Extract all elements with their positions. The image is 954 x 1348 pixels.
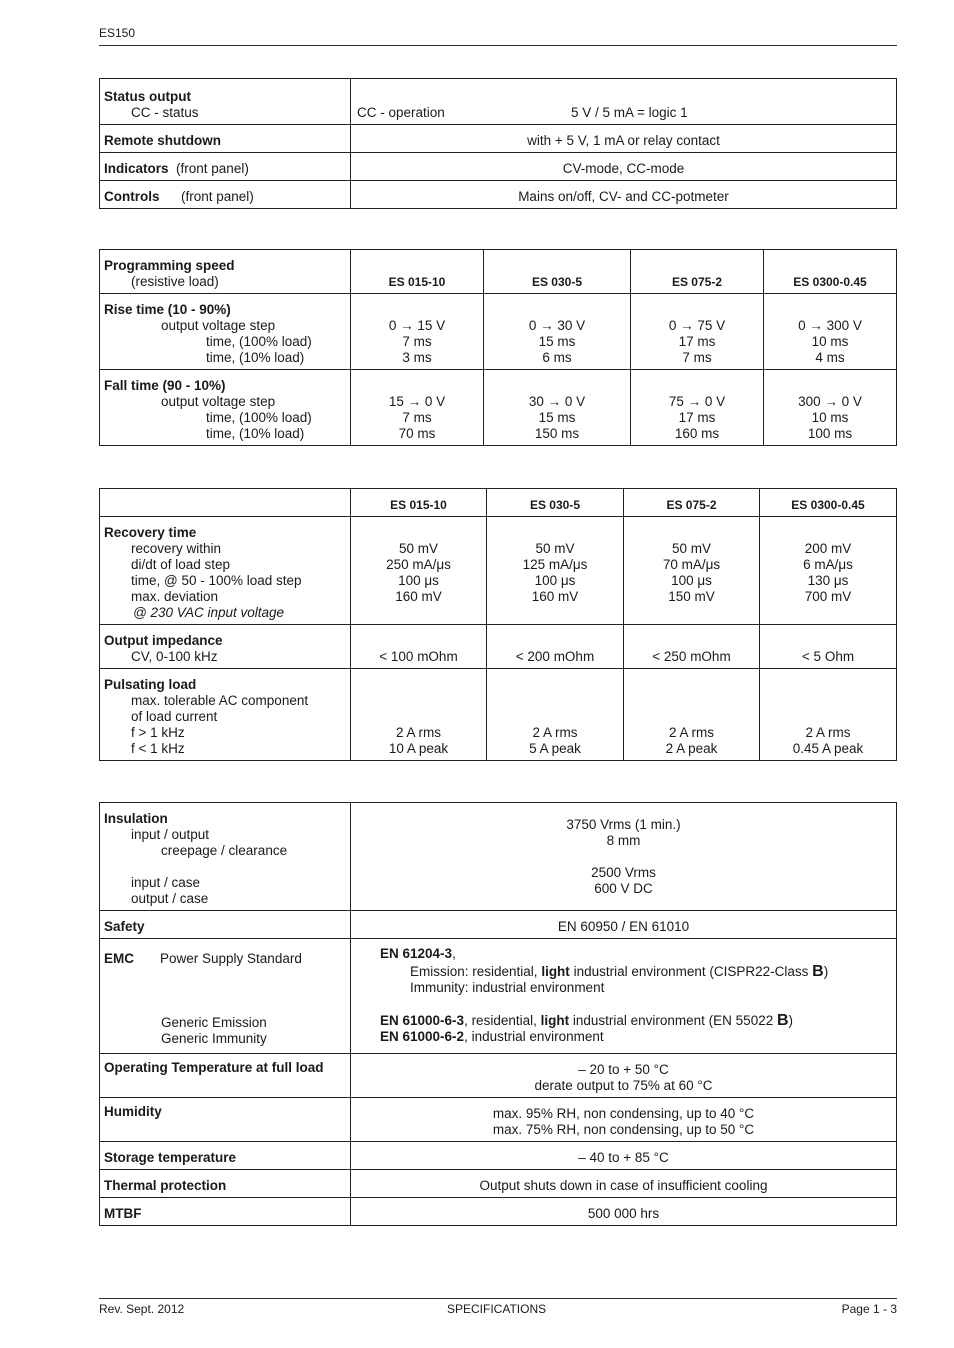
- creepage-value: 8 mm: [606, 833, 641, 848]
- output-case-label: output / case: [131, 891, 209, 906]
- thermal-protection-row: [100, 1170, 897, 1198]
- rise-values: [484, 294, 631, 370]
- fall-step-value: 300 → 0 V: [798, 394, 862, 409]
- fall-10-value: 150 ms: [534, 426, 580, 441]
- rise-100-value: 15 ms: [538, 334, 576, 349]
- impedance-value: < 200 mOhm: [487, 625, 624, 669]
- remote-shutdown-row: [100, 125, 897, 153]
- output-impedance-sub: CV, 0-100 kHz: [131, 649, 218, 664]
- recovery-values: [760, 517, 897, 625]
- safety-row: [100, 911, 897, 939]
- immunity-text: Immunity: industrial environment: [410, 980, 605, 995]
- rise-time-label: [100, 294, 351, 370]
- rise-values: [631, 294, 764, 370]
- en61204-standard: EN 61204-3: [380, 946, 453, 961]
- light-text: light: [540, 1013, 570, 1028]
- didt-value: 6 mA/μs: [803, 557, 853, 572]
- recovery-time-row: [100, 517, 897, 625]
- emission-prefix: Emission: residential,: [410, 964, 542, 979]
- recovery-time-value: 100 μs: [671, 573, 712, 588]
- pulsating-values: [760, 669, 897, 761]
- programming-speed-title: Programming speed: [104, 258, 235, 273]
- recovery-within-value: 200 mV: [804, 541, 852, 556]
- status-output-title: Status output: [104, 89, 191, 104]
- class-b-mark: B: [776, 1012, 789, 1029]
- recovery-table: [99, 488, 897, 761]
- rise-step-value: 0 → 15 V: [388, 318, 446, 333]
- fall-100-value: 10 ms: [811, 410, 849, 425]
- remote-shutdown-value: with + 5 V, 1 mA or relay contact: [351, 125, 897, 153]
- impedance-value: < 100 mOhm: [351, 625, 487, 669]
- impedance-value: < 5 Ohm: [760, 625, 897, 669]
- emc-row: [100, 939, 897, 1054]
- recovery-within-label: recovery within: [131, 541, 222, 556]
- controls-label: [100, 181, 351, 209]
- peak-value: 2 A peak: [665, 741, 718, 756]
- emc-label: [100, 939, 351, 1054]
- status-output-mode: CC - operation: [357, 105, 445, 120]
- humidity-values: [351, 1098, 897, 1142]
- fall-time-label: [100, 370, 351, 446]
- model-header: ES 015-10: [351, 489, 487, 517]
- pulsating-values: [351, 669, 487, 761]
- didt-value: 250 mA/μs: [386, 557, 451, 572]
- load-current-label: of load current: [131, 709, 218, 724]
- indicators-value: CV-mode, CC-mode: [351, 153, 897, 181]
- insulation-row: [100, 803, 897, 911]
- fall-values: [484, 370, 631, 446]
- fall-100-value: 17 ms: [678, 410, 716, 425]
- f-above-label: f > 1 kHz: [131, 725, 185, 740]
- max-deviation-value: 150 mV: [668, 589, 715, 604]
- recovery-time-value: 100 μs: [534, 573, 576, 588]
- en61000-6-2-standard: EN 61000-6-2: [380, 1029, 465, 1044]
- status-output-label: [100, 79, 351, 125]
- didt-label: di/dt of load step: [131, 557, 231, 572]
- didt-value: 125 mA/μs: [522, 557, 588, 572]
- document-id: ES150: [99, 26, 136, 40]
- humidity-value-2: max. 75% RH, non condensing, up to 50 °C: [492, 1122, 755, 1137]
- storage-temp-value: – 40 to + 85 °C: [351, 1142, 897, 1170]
- operating-temp-label: Operating Temperature at full load: [100, 1054, 351, 1098]
- thermal-protection-label: Thermal protection: [100, 1170, 351, 1198]
- footer-section: SPECIFICATIONS: [447, 1302, 547, 1316]
- max-deviation-value: 700 mV: [804, 589, 852, 604]
- max-deviation-label: max. deviation: [131, 589, 219, 604]
- rise-100-value: 17 ms: [678, 334, 716, 349]
- programming-speed-table: [99, 249, 897, 446]
- indicators-row: [100, 153, 897, 181]
- humidity-value-1: max. 95% RH, non condensing, up to 40 °C: [492, 1106, 755, 1121]
- mtbf-row: [100, 1198, 897, 1226]
- rms-value: 2 A rms: [395, 725, 441, 740]
- model-header: ES 0300-0.45: [764, 250, 897, 294]
- rise-step-value: 0 → 75 V: [668, 318, 726, 333]
- rise-100-value: 10 ms: [811, 334, 849, 349]
- recovery-time-value: 100 μs: [398, 573, 439, 588]
- rise-10-value: 4 ms: [815, 350, 845, 365]
- fall-10-value: 160 ms: [674, 426, 720, 441]
- recovery-time-label: [100, 517, 351, 625]
- rise-10-value: 6 ms: [542, 350, 572, 365]
- status-output-value: [351, 79, 897, 125]
- rise-100-value: 7 ms: [402, 334, 432, 349]
- programming-speed-label: [100, 250, 351, 294]
- rms-value: 2 A rms: [805, 725, 851, 740]
- insulation-title: Insulation: [104, 811, 168, 826]
- pulsating-values: [624, 669, 760, 761]
- remote-shutdown-label: Remote shutdown: [100, 125, 351, 153]
- empty-header-cell: [100, 489, 351, 517]
- input-case-label: input / case: [131, 875, 201, 890]
- footer-divider: [99, 1298, 897, 1299]
- general-spec-table: [99, 802, 897, 1226]
- std1-comma: ,: [452, 946, 456, 961]
- rise-step-value: 0 → 30 V: [528, 318, 586, 333]
- insulation-values: [351, 803, 897, 911]
- operating-temp-row: [100, 1054, 897, 1098]
- max-deviation-value: 160 mV: [531, 589, 579, 604]
- en61000-6-3-standard: EN 61000-6-3: [380, 1013, 465, 1028]
- class-b-mark: B: [812, 963, 824, 980]
- ac-component-label: max. tolerable AC component: [131, 693, 309, 708]
- model-header: ES 075-2: [624, 489, 760, 517]
- recovery-within-value: 50 mV: [535, 541, 575, 556]
- rise-10-value: 3 ms: [402, 350, 432, 365]
- recovery-time-value: 130 μs: [807, 573, 849, 588]
- model-header-row: [100, 489, 897, 517]
- fall-step-value: 30 → 0 V: [528, 394, 586, 409]
- pulsating-values: [487, 669, 624, 761]
- emc-values: [351, 939, 897, 1054]
- status-output-logic: 5 V / 5 mA = logic 1: [571, 105, 688, 120]
- recovery-within-value: 50 mV: [398, 541, 439, 556]
- footer-page-number: Page 1 - 3: [841, 1302, 897, 1316]
- operating-temp-range: – 20 to + 50 °C: [578, 1062, 669, 1077]
- max-deviation-value: 160 mV: [395, 589, 442, 604]
- rise-time-row: [100, 294, 897, 370]
- operating-temp-values: [351, 1054, 897, 1098]
- safety-value: EN 60950 / EN 61010: [351, 911, 897, 939]
- peak-value: 5 A peak: [529, 741, 581, 756]
- input-output-value: 3750 Vrms (1 min.): [566, 817, 681, 832]
- programming-speed-row: [100, 250, 897, 294]
- emc-title: EMC: [104, 951, 134, 966]
- rise-step-value: 0 → 300 V: [798, 318, 862, 333]
- fall-values: [631, 370, 764, 446]
- model-header: ES 015-10: [351, 250, 484, 294]
- peak-value: 10 A peak: [388, 741, 449, 756]
- rise-step-label: output voltage step: [161, 318, 276, 333]
- rise-10-label: time, (10% load): [206, 350, 305, 365]
- input-voltage-note: @ 230 VAC input voltage: [133, 605, 285, 620]
- emission-suffix: industrial environment (CISPR22-Class: [569, 964, 813, 979]
- output-case-value: 600 V DC: [594, 881, 653, 896]
- recovery-within-value: 50 mV: [671, 541, 712, 556]
- pulsating-load-title: Pulsating load: [104, 677, 197, 692]
- fall-step-value: 75 → 0 V: [668, 394, 726, 409]
- rise-values: [764, 294, 897, 370]
- input-case-value: 2500 Vrms: [591, 865, 656, 880]
- model-header: ES 075-2: [631, 250, 764, 294]
- insulation-label: [100, 803, 351, 911]
- fall-10-value: 70 ms: [398, 426, 436, 441]
- output-impedance-title: Output impedance: [104, 633, 223, 648]
- peak-value: 0.45 A peak: [792, 741, 864, 756]
- model-header: ES 030-5: [484, 250, 631, 294]
- mtbf-value: 500 000 hrs: [351, 1198, 897, 1226]
- recovery-time-step-label: time, @ 50 - 100% load step: [131, 573, 302, 588]
- recovery-values: [624, 517, 760, 625]
- input-output-label: input / output: [131, 827, 210, 842]
- storage-temp-row: [100, 1142, 897, 1170]
- fall-values: [351, 370, 484, 446]
- std2-suffix: industrial environment (EN 55022: [569, 1013, 777, 1028]
- generic-immunity-label: Generic Immunity: [161, 1031, 267, 1046]
- std2-prefix: , residential,: [464, 1013, 541, 1028]
- controls-value: Mains on/off, CV- and CC-potmeter: [351, 181, 897, 209]
- recovery-time-title: Recovery time: [104, 525, 197, 540]
- controls-note: (front panel): [181, 189, 254, 204]
- rms-value: 2 A rms: [668, 725, 714, 740]
- light-text: light: [541, 964, 570, 979]
- recovery-values: [351, 517, 487, 625]
- humidity-row: [100, 1098, 897, 1142]
- output-impedance-label: [100, 625, 351, 669]
- fall-values: [764, 370, 897, 446]
- model-header: ES 030-5: [487, 489, 624, 517]
- fall-100-value: 15 ms: [538, 410, 576, 425]
- rise-values: [351, 294, 484, 370]
- pulsating-load-label: [100, 669, 351, 761]
- output-impedance-row: [100, 625, 897, 669]
- programming-speed-sub: (resistive load): [131, 274, 219, 289]
- std3-suffix: , industrial environment: [464, 1029, 604, 1044]
- footer-revision: Rev. Sept. 2012: [99, 1302, 185, 1316]
- mtbf-label: MTBF: [100, 1198, 351, 1226]
- controls-title: Controls: [104, 189, 160, 204]
- controls-row: [100, 181, 897, 209]
- model-header: ES 0300-0.45: [760, 489, 897, 517]
- rise-time-title: Rise time (10 - 90%): [104, 302, 231, 317]
- rms-value: 2 A rms: [532, 725, 578, 740]
- power-supply-standard-label: Power Supply Standard: [160, 951, 302, 966]
- humidity-label: Humidity: [100, 1098, 351, 1142]
- impedance-value: < 250 mOhm: [624, 625, 760, 669]
- didt-value: 70 mA/μs: [662, 557, 721, 572]
- header-divider: [99, 45, 897, 46]
- paren-close: ): [823, 964, 829, 979]
- status-output-row: [100, 79, 897, 125]
- fall-100-label: time, (100% load): [206, 410, 312, 425]
- generic-emission-label: Generic Emission: [161, 1015, 267, 1030]
- f-below-label: f < 1 kHz: [131, 741, 185, 756]
- fall-100-value: 7 ms: [402, 410, 432, 425]
- thermal-protection-value: Output shuts down in case of insufficient cooling: [351, 1170, 897, 1198]
- rise-10-value: 7 ms: [682, 350, 712, 365]
- fall-time-row: [100, 370, 897, 446]
- safety-label: Safety: [100, 911, 351, 939]
- creepage-label: creepage / clearance: [161, 843, 288, 858]
- pulsating-load-row: [100, 669, 897, 761]
- indicators-title: Indicators: [104, 161, 169, 176]
- recovery-values: [487, 517, 624, 625]
- indicators-note: (front panel): [176, 161, 249, 176]
- storage-temp-label: Storage temperature: [100, 1142, 351, 1170]
- fall-10-value: 100 ms: [807, 426, 853, 441]
- status-output-sub: CC - status: [131, 105, 199, 120]
- fall-step-label: output voltage step: [161, 394, 276, 409]
- fall-time-title: Fall time (90 - 10%): [104, 378, 226, 393]
- paren-close: ): [788, 1013, 794, 1028]
- rise-100-label: time, (100% load): [206, 334, 312, 349]
- indicators-label: [100, 153, 351, 181]
- fall-step-value: 15 → 0 V: [388, 394, 446, 409]
- fall-10-label: time, (10% load): [206, 426, 305, 441]
- status-control-table: [99, 78, 897, 209]
- derate-text: derate output to 75% at 60 °C: [534, 1078, 713, 1093]
